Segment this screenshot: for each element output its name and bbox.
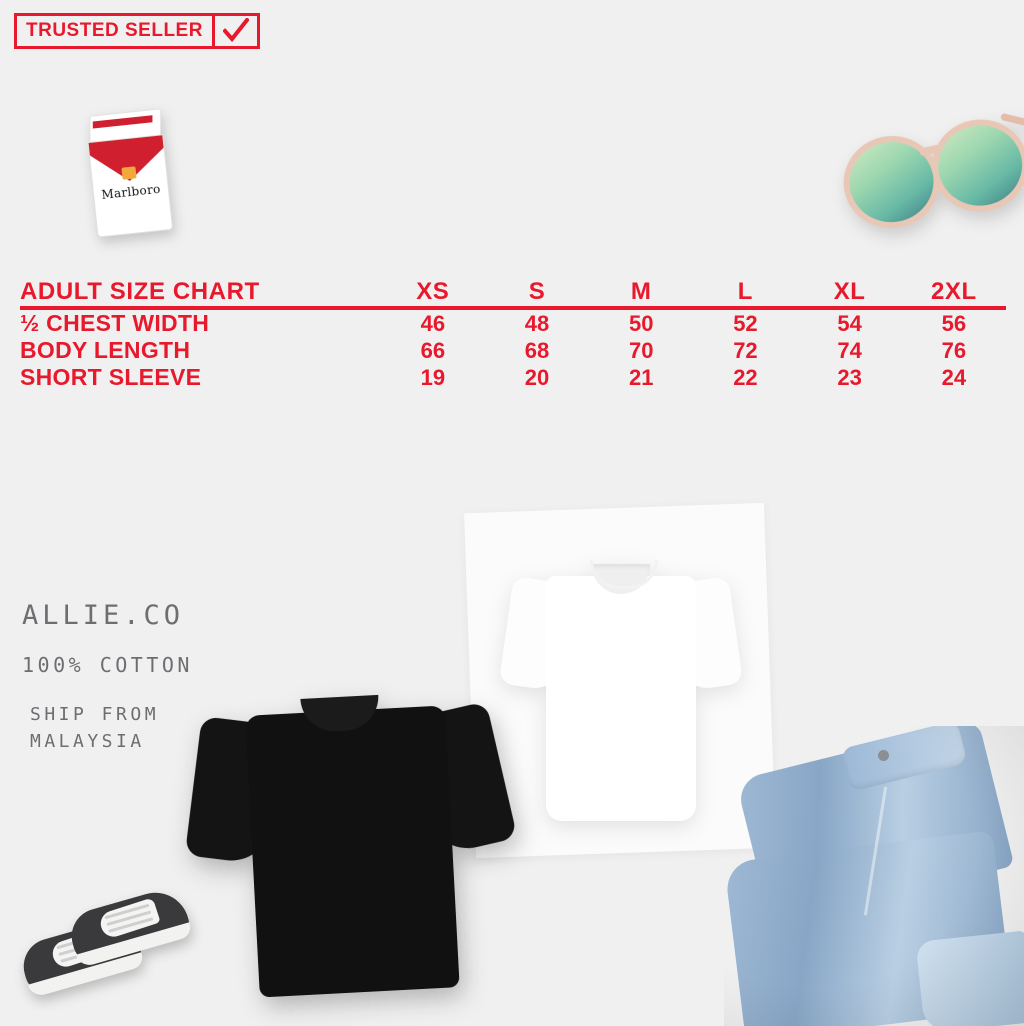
brand-origin-line2: MALAYSIA xyxy=(30,731,145,752)
pack-body xyxy=(88,134,174,237)
white-tshirt-body xyxy=(546,576,696,821)
cell-chest-xs: 46 xyxy=(420,310,446,336)
black-tshirt-body xyxy=(245,705,459,997)
cell-chest-2xl: 56 xyxy=(941,310,967,336)
cell-chest-s: 48 xyxy=(524,310,550,336)
brand-material: 100% COTTON xyxy=(22,653,193,677)
sunglasses-prop xyxy=(831,99,1024,264)
column-header-s: S xyxy=(528,278,546,305)
table-row xyxy=(20,337,1006,364)
cell-length-xs: 66 xyxy=(420,337,446,363)
column-header-xs: XS xyxy=(416,278,450,305)
cell-length-l: 72 xyxy=(733,337,758,363)
pack-crest xyxy=(121,166,136,179)
black-tshirt-prop xyxy=(188,680,534,1007)
table-row xyxy=(20,310,1006,337)
row-label-chest-width: ½ CHEST WIDTH xyxy=(20,310,210,336)
brand-origin xyxy=(22,701,193,755)
brand-origin-line1: SHIP FROM xyxy=(30,704,160,725)
trusted-seller-badge xyxy=(14,13,260,49)
cell-sleeve-s: 20 xyxy=(524,364,550,390)
jeans-shadow xyxy=(724,726,1024,1026)
cell-sleeve-2xl: 24 xyxy=(941,364,967,390)
sneakers-prop xyxy=(18,886,198,1006)
check-icon xyxy=(215,13,260,49)
cell-length-xl: 74 xyxy=(837,337,862,363)
cigarette-pack-prop xyxy=(82,108,176,238)
cell-chest-xl: 54 xyxy=(837,310,862,336)
cell-chest-m: 50 xyxy=(628,310,654,336)
size-chart-header-row xyxy=(20,278,1006,308)
cell-sleeve-xl: 23 xyxy=(837,364,862,390)
column-header-2xl: 2XL xyxy=(930,278,977,305)
brand-name: ALLIE.CO xyxy=(22,600,185,631)
row-label-body-length: BODY LENGTH xyxy=(20,337,191,363)
white-tshirt xyxy=(506,558,736,823)
cell-chest-l: 52 xyxy=(733,310,758,336)
column-header-xl: XL xyxy=(833,278,866,305)
brand-info-block xyxy=(22,600,193,755)
cell-length-m: 70 xyxy=(628,337,654,363)
size-chart-table xyxy=(20,278,1006,391)
cell-sleeve-xs: 19 xyxy=(420,364,446,390)
cell-length-2xl: 76 xyxy=(941,337,967,363)
row-label-short-sleeve: SHORT SLEEVE xyxy=(20,364,202,390)
table-row xyxy=(20,364,1006,391)
jeans-prop xyxy=(724,726,1024,1026)
cell-sleeve-l: 22 xyxy=(733,364,758,390)
cell-sleeve-m: 21 xyxy=(628,364,654,390)
pack-wordmark: Marlboro xyxy=(100,181,162,202)
cell-length-s: 68 xyxy=(524,337,550,363)
column-header-l: L xyxy=(737,278,754,305)
sunglasses-right-lens xyxy=(926,113,1024,217)
adult-size-chart xyxy=(20,278,1006,391)
column-header-m: M xyxy=(630,278,652,305)
size-chart-title: ADULT SIZE CHART xyxy=(20,278,260,305)
trusted-seller-label: TRUSTED SELLER xyxy=(14,13,215,49)
